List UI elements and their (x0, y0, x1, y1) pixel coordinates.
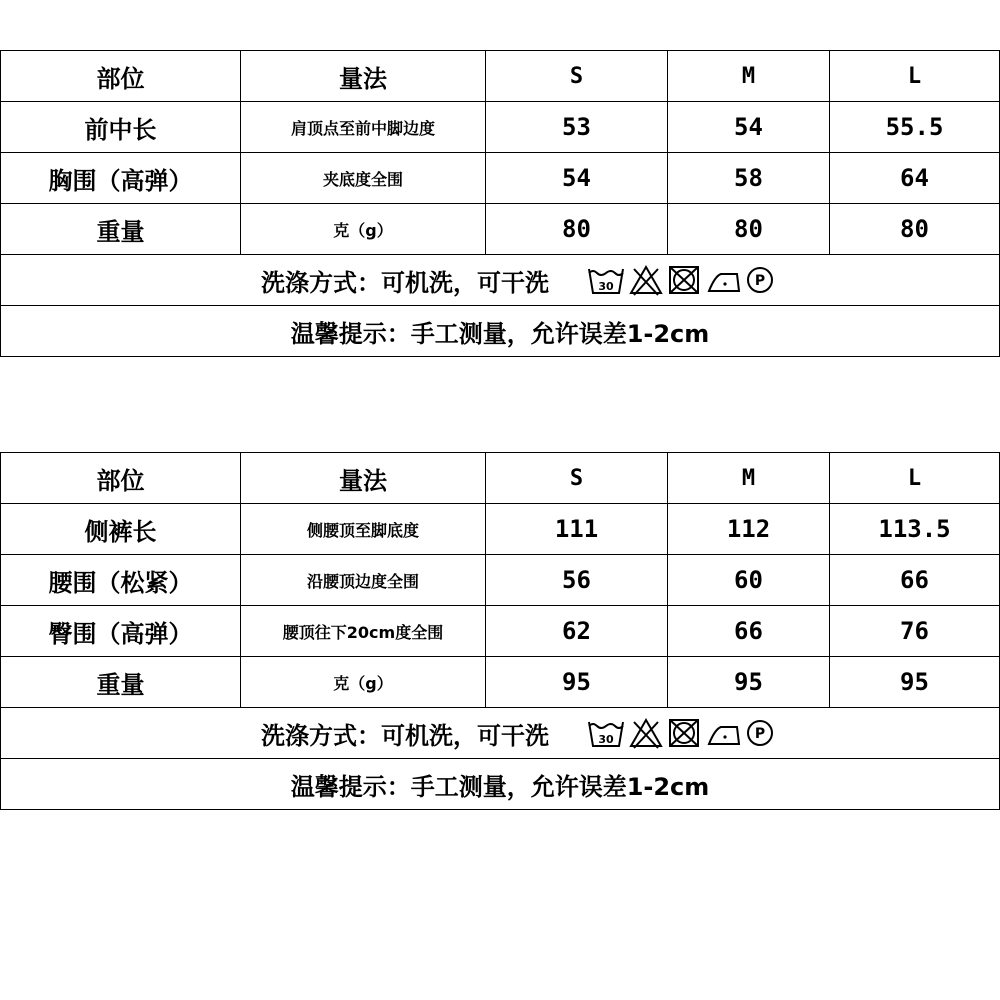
row-part: 胸围（高弹） (1, 153, 241, 204)
row-method: 肩顶点至前中脚边度 (241, 102, 486, 153)
header-method: 量法 (241, 51, 486, 102)
row-value-m: 58 (668, 153, 830, 204)
tip-row (1, 759, 1000, 810)
row-value-s: 80 (486, 204, 668, 255)
wash-instructions: 洗涤方式：可机洗，可干洗 (261, 721, 549, 750)
row-value-l: 64 (830, 153, 1000, 204)
header-part: 部位 (1, 453, 241, 504)
row-part: 腰围（松紧） (1, 555, 241, 606)
table-row (1, 153, 1000, 204)
tip-row (1, 306, 1000, 357)
row-value-m: 112 (668, 504, 830, 555)
header-size-m: M (668, 453, 830, 504)
no-tumble-dry-icon (667, 717, 701, 749)
table-row (1, 504, 1000, 555)
wash-cell (1, 708, 1000, 759)
row-value-s: 53 (486, 102, 668, 153)
no-tumble-dry-icon (667, 264, 701, 296)
row-method: 夹底度全围 (241, 153, 486, 204)
measurement-tip: 温馨提示：手工测量，允许误差1-2cm (1, 306, 1000, 357)
table-row (1, 606, 1000, 657)
table-row (1, 555, 1000, 606)
wash-instructions: 洗涤方式：可机洗，可干洗 (261, 268, 549, 297)
row-method: 沿腰顶边度全围 (241, 555, 486, 606)
table-row (1, 657, 1000, 708)
wash-30-icon (587, 264, 625, 296)
row-part: 前中长 (1, 102, 241, 153)
row-value-m: 66 (668, 606, 830, 657)
header-size-l: L (830, 51, 1000, 102)
row-value-m: 60 (668, 555, 830, 606)
row-value-m: 54 (668, 102, 830, 153)
row-value-l: 76 (830, 606, 1000, 657)
wash-row (1, 255, 1000, 306)
row-value-s: 54 (486, 153, 668, 204)
no-bleach-icon (629, 717, 663, 749)
care-symbols (587, 264, 775, 296)
table-row (1, 102, 1000, 153)
iron-low-icon (705, 717, 741, 749)
header-method: 量法 (241, 453, 486, 504)
row-value-m: 80 (668, 204, 830, 255)
row-value-s: 62 (486, 606, 668, 657)
header-part: 部位 (1, 51, 241, 102)
dry-clean-p-icon (745, 717, 775, 749)
header-size-m: M (668, 51, 830, 102)
wash-cell (1, 255, 1000, 306)
row-part: 侧裤长 (1, 504, 241, 555)
row-value-s: 56 (486, 555, 668, 606)
row-method: 克（g） (241, 204, 486, 255)
svg-text:P: P (754, 726, 766, 742)
size-table-top (0, 50, 1000, 357)
row-value-l: 95 (830, 657, 1000, 708)
header-size-s: S (486, 51, 668, 102)
row-method: 腰顶往下20cm度全围 (241, 606, 486, 657)
row-value-l: 55.5 (830, 102, 1000, 153)
table-row (1, 204, 1000, 255)
wash-row (1, 708, 1000, 759)
size-table-bottom (0, 452, 1000, 810)
row-method: 侧腰顶至脚底度 (241, 504, 486, 555)
row-part: 重量 (1, 204, 241, 255)
header-size-l: L (830, 453, 1000, 504)
row-value-l: 66 (830, 555, 1000, 606)
svg-text:30: 30 (598, 733, 614, 746)
table-header-row (1, 453, 1000, 504)
svg-text:P: P (754, 273, 766, 289)
wash-30-icon (587, 717, 625, 749)
measurement-tip: 温馨提示：手工测量，允许误差1-2cm (1, 759, 1000, 810)
dry-clean-p-icon (745, 264, 775, 296)
table-header-row (1, 51, 1000, 102)
care-symbols (587, 717, 775, 749)
row-part: 重量 (1, 657, 241, 708)
row-value-s: 95 (486, 657, 668, 708)
row-part: 臀围（高弹） (1, 606, 241, 657)
row-method: 克（g） (241, 657, 486, 708)
row-value-s: 111 (486, 504, 668, 555)
iron-low-icon (705, 264, 741, 296)
row-value-l: 80 (830, 204, 1000, 255)
header-size-s: S (486, 453, 668, 504)
row-value-l: 113.5 (830, 504, 1000, 555)
row-value-m: 95 (668, 657, 830, 708)
svg-text:30: 30 (598, 280, 614, 293)
no-bleach-icon (629, 264, 663, 296)
